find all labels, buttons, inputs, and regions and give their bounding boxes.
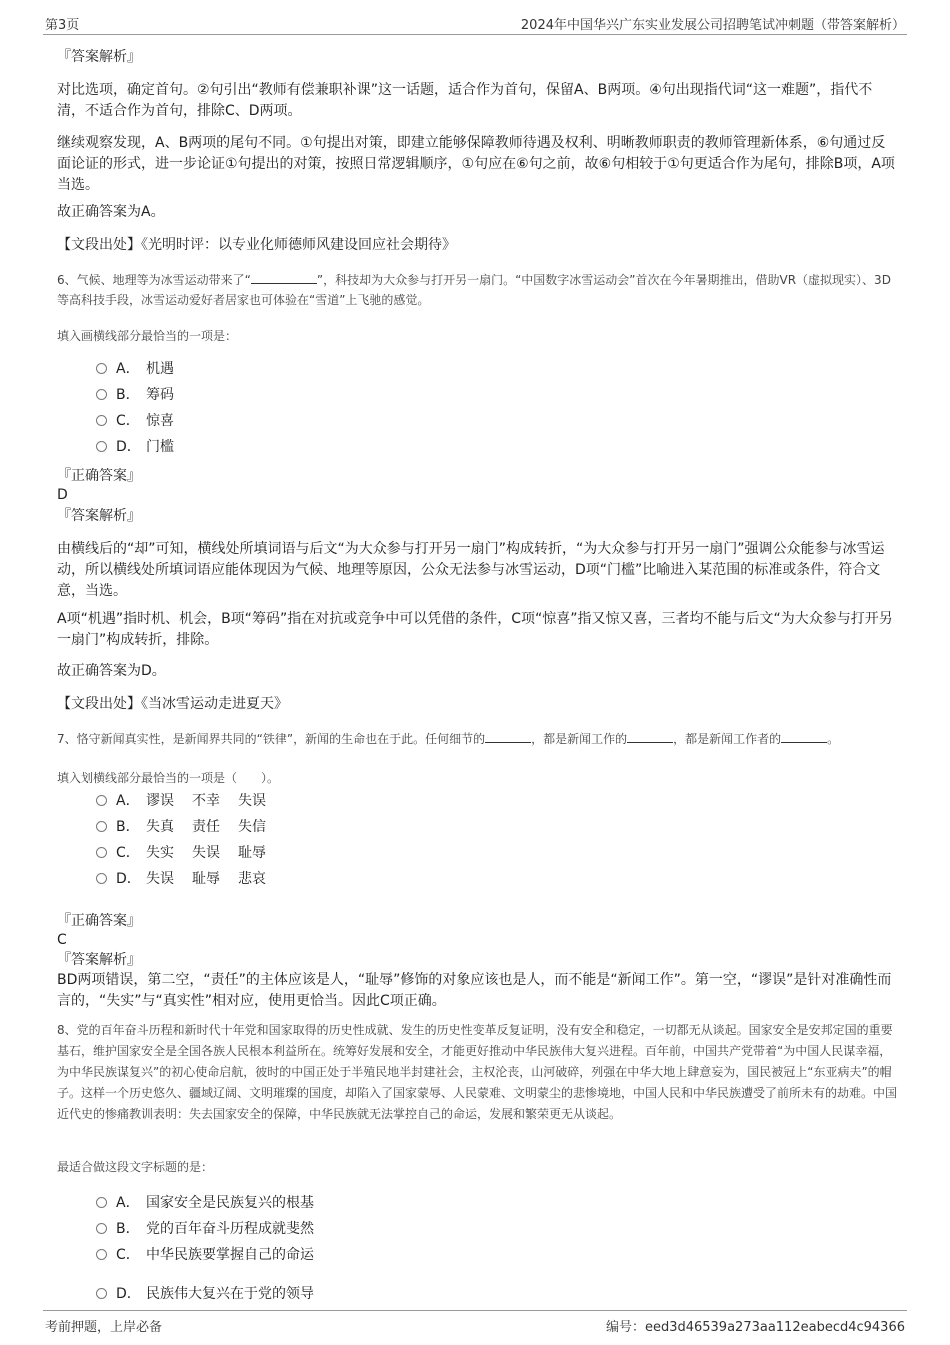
radio-icon[interactable] bbox=[96, 1288, 107, 1299]
q5-conclusion: 故正确答案为A。 bbox=[57, 204, 165, 220]
q7-option-a[interactable]: A． 谬误 不幸 失误 bbox=[96, 790, 284, 812]
q5-analysis-p2: 继续观察发现，A、B两项的尾句不同。①句提出对策，即建立能够保障教师待遇及权利、明晰教师职责的教师管理新体系，⑥句通过反面论证的形式，进一步论证①句提出的对策，按照日常逻辑顺序，①句应在⑥句之前，故⑥句相较于①句更适合作为尾句，排除B项，A项当选。 bbox=[57, 135, 895, 193]
q6-analysis-p2: A项“机遇”指时机、机会，B项“筹码”指在对抗或竞争中可以凭借的条件，C项“惊喜”指又惊又喜，三者均不能与后文“为大众参与打开另一扇门”构成转折，排除。 bbox=[57, 611, 893, 648]
radio-icon[interactable] bbox=[96, 1223, 107, 1234]
q6-conclusion: 故正确答案为D。 bbox=[57, 663, 166, 679]
q6-stem bbox=[57, 270, 897, 310]
q7-blank-3 bbox=[781, 730, 827, 743]
q6-answer-label: 『正确答案』 bbox=[57, 468, 141, 484]
q7-option-d[interactable]: D． 失误 耻辱 悲哀 bbox=[96, 868, 284, 890]
q8-option-b[interactable]: B． 党的百年奋斗历程成就斐然 bbox=[96, 1218, 314, 1240]
radio-icon[interactable] bbox=[96, 873, 107, 884]
page-header bbox=[43, 12, 907, 35]
q8-option-d[interactable]: D． 民族伟大复兴在于党的领导 bbox=[96, 1283, 314, 1305]
q7-prompt: 填入划横线部分最恰当的一项是（ ）。 bbox=[57, 771, 280, 785]
q5-analysis-p1: 对比选项，确定首句。②句引出“教师有偿兼职补课”这一话题，适合作为首句，保留A、B两项。④句出现指代词“这一难题”，指代不清，不适合作为首句，排除C、D两项。 bbox=[57, 82, 873, 119]
q5-source: 【文段出处】《光明时评：以专业化师德师风建设回应社会期待》 bbox=[57, 237, 456, 253]
radio-icon[interactable] bbox=[96, 821, 107, 832]
q6-analysis-label: 『答案解析』 bbox=[57, 508, 141, 524]
q7-answer-label: 『正确答案』 bbox=[57, 913, 141, 929]
radio-icon[interactable] bbox=[96, 363, 107, 374]
radio-icon[interactable] bbox=[96, 389, 107, 400]
q6-option-b[interactable]: B． 筹码 bbox=[96, 384, 174, 406]
q7-option-b[interactable]: B． 失真 责任 失信 bbox=[96, 816, 284, 838]
q6-option-d[interactable]: D． 门槛 bbox=[96, 436, 174, 458]
q8-stem: 8、党的百年奋斗历程和新时代十年党和国家取得的历史性成就、发生的历史性变革反复证明，没有安全和稳定，一切都无从谈起。国家安全是安邦定国的重要基石，维护国家安全是全国各族人民根本利益所在。统筹好发展和安全，才能更好推动中华民族伟大复兴进程。百年前，中国共产党带着“为中国人民谋幸福，为中华民族谋复兴”的初心使命启航，彼时的中国正处于半殖民地半封建社会，主权沦丧，山河破碎，列强在中华大地上肆意妄为，国民被冠上“东亚病夫”的帽子。这样一个历史悠久、疆域辽阔、文明璀璨的国度，却陷入了国家蒙辱、人民蒙难、文明蒙尘的悲惨境地，中国人民和中华民族遭受了前所未有的劫难。中国近代史的惨痛教训表明：失去国家安全的保障，中华民族就无法掌控自己的命运，发展和繁荣更无从谈起。 bbox=[57, 1023, 898, 1121]
q6-prompt: 填入画横线部分最恰当的一项是： bbox=[57, 329, 238, 343]
q6-analysis-p1: 由横线后的“却”可知，横线处所填词语与后文“为大众参与打开另一扇门”构成转折，“为大众参与打开另一扇门”强调公众能参与冰雪运动，所以横线处所填词语应能体现因为气候、地理等原因，公众无法参与冰雪运动，D项“门槛”比喻进入某范围的标准或条件，符合文意，当选。 bbox=[57, 541, 885, 599]
q7-blank-2 bbox=[627, 730, 673, 743]
q7-blank-1 bbox=[485, 730, 531, 743]
q6-blank bbox=[251, 271, 317, 284]
page-number: 第3页 bbox=[45, 18, 80, 33]
q7-stem: 7、恪守新闻真实性，是新闻界共同的“铁律”，新闻的生命也在于此。任何细节的 ，都是新闻工作的 ，都是新闻工作者的 。 bbox=[57, 732, 840, 746]
q8-prompt: 最适合做这段文字标题的是： bbox=[57, 1160, 214, 1174]
radio-icon[interactable] bbox=[96, 795, 107, 806]
q6-option-c[interactable]: C． 惊喜 bbox=[96, 410, 174, 432]
q8-option-a[interactable]: A． 国家安全是民族复兴的根基 bbox=[96, 1192, 314, 1214]
radio-icon[interactable] bbox=[96, 441, 107, 452]
radio-icon[interactable] bbox=[96, 415, 107, 426]
q7-option-c[interactable]: C． 失实 失误 耻辱 bbox=[96, 842, 284, 864]
radio-icon[interactable] bbox=[96, 1197, 107, 1208]
q7-analysis: BD两项错误，第二空，“责任”的主体应该是人，“耻辱”修饰的对象应该也是人，而不能是“新闻工作”。第一空，“谬误”是针对准确性而言的，“失实”与“真实性”相对应，使用更恰当。因此C项正确。 bbox=[57, 972, 892, 1009]
q5-analysis-label: 『答案解析』 bbox=[57, 49, 141, 65]
radio-icon[interactable] bbox=[96, 1249, 107, 1260]
document-code: 编号：eed3d46539a273aa112eabecd4c94366 bbox=[605, 1320, 905, 1335]
page-footer bbox=[43, 1310, 907, 1337]
q6-answer: D bbox=[57, 487, 68, 503]
document-title: 2024年中国华兴广东实业发展公司招聘笔试冲刺题（带答案解析） bbox=[520, 18, 905, 33]
radio-icon[interactable] bbox=[96, 847, 107, 858]
q7-answer: C bbox=[57, 932, 67, 948]
q6-option-a[interactable]: A． 机遇 bbox=[96, 358, 174, 380]
q6-source: 【文段出处】《当冰雪运动走进夏天》 bbox=[57, 696, 288, 712]
q7-analysis-label: 『答案解析』 bbox=[57, 952, 141, 968]
q6-stem-part2: ”，科技却为大众参与打开另一扇门。“中国数字冰雪运动会”首次在今年暑期推出，借助VR（虚拟现实）、3D等高科技手段，冰雪运动爱好者居家也可体验在“雪道”上飞驰的感觉。 bbox=[57, 273, 891, 307]
q6-stem-part1: 6、气候、地理等为冰雪运动带来了“ bbox=[57, 273, 251, 287]
footer-slogan: 考前押题，上岸必备 bbox=[45, 1320, 163, 1335]
q8-option-c[interactable]: C． 中华民族要掌握自己的命运 bbox=[96, 1244, 314, 1266]
